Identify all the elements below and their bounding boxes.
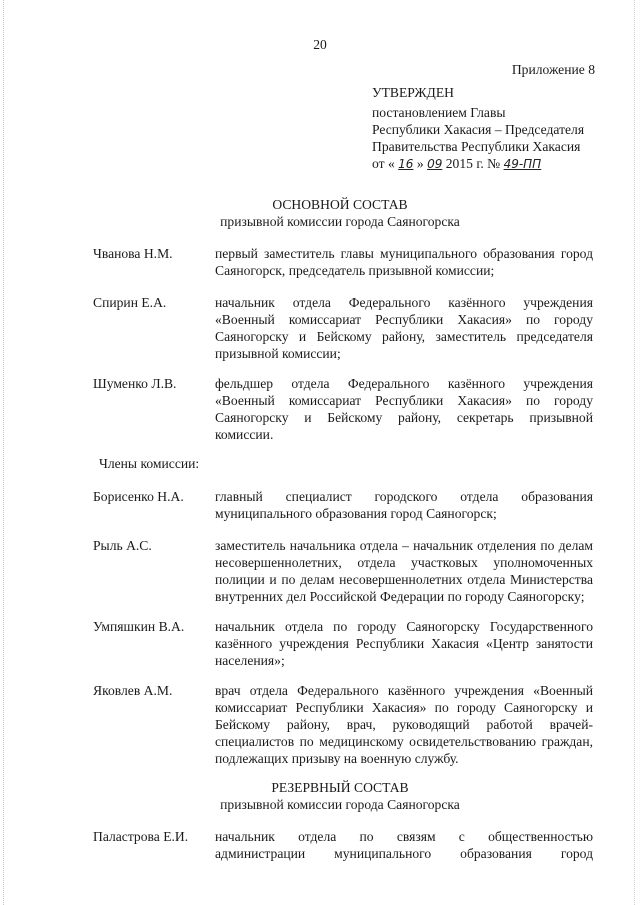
appendix-label: Приложение 8: [511, 62, 595, 77]
handwritten-day: 16: [398, 157, 414, 171]
role-line: главный специалист городского отдела образования: [215, 489, 593, 504]
main-composition-title: ОСНОВНОЙ СОСТАВ: [272, 197, 408, 212]
person-name: Шуменко Л.В.: [93, 376, 177, 391]
person-name: Спирин Е.А.: [93, 295, 167, 310]
role-line: полиции и по делам несовершеннолетних отдела Министерства: [215, 572, 593, 587]
role-line: комиссариат Республики Хакасия» по городу Саяногорску и: [215, 700, 593, 715]
role-line: начальник отдела Федерального казённого учреждения: [215, 295, 593, 310]
role-line: фельдшер отдела Федерального казённого учреждения: [215, 376, 593, 391]
main-composition-subtitle: призывной комиссии города Саяногорска: [220, 214, 460, 229]
page-number: 20: [313, 37, 327, 52]
member-role: [215, 618, 593, 669]
approval-title: УТВЕРЖДЕН: [372, 85, 454, 100]
role-line: несовершеннолетних, отдела участковых уполномоченных: [215, 555, 593, 570]
role-line: начальник отдела по связям с общественностью: [215, 829, 593, 844]
role-line: казённого учреждения Республики Хакасия «Центр занятости: [215, 636, 593, 651]
member-role: [215, 488, 593, 522]
role-line: Саяногорску и Бейскому району, заместитель председателя: [215, 329, 593, 344]
scan-edge-left: [3, 0, 5, 905]
reserve-composition-subtitle: призывной комиссии города Саяногорска: [220, 797, 460, 812]
member-name: Умпяшкин В.А.: [93, 619, 185, 634]
role-line: призывной комиссии;: [215, 346, 341, 361]
reserve-role: [215, 828, 593, 862]
role-line: специалистов по медицинскому освидетельствованию граждан,: [215, 734, 593, 749]
role-line: Бейскому району, врач, руководящий работой врачей-: [215, 717, 593, 732]
scan-edge-right: [634, 0, 636, 905]
handwritten-number: 49-ПП: [503, 157, 542, 171]
role-line: муниципального образования город Саяногорск;: [215, 506, 497, 521]
member-role: [215, 682, 593, 767]
approval-line: Правительства Республики Хакасия: [372, 139, 581, 154]
person-role: [215, 294, 593, 362]
role-line: начальник отдела по городу Саяногорску Государственного: [215, 619, 593, 634]
role-line: заместитель начальника отдела – начальник отделения по делам: [215, 538, 593, 553]
member-role: [215, 537, 593, 605]
handwritten-month: 09: [427, 157, 443, 171]
approval-date-line: [372, 155, 632, 173]
role-line: администрации муниципального образования город: [215, 846, 593, 861]
approval-line: постановлением Главы: [372, 105, 506, 120]
person-role: [215, 245, 593, 279]
role-line: подлежащих призыву на военную службу.: [215, 751, 459, 766]
member-name: Рыль А.С.: [93, 538, 152, 553]
role-line: населения»;: [215, 653, 285, 668]
person-name: Чванова Н.М.: [93, 246, 173, 261]
role-line: врач отдела Федерального казённого учреждения «Военный: [215, 683, 593, 698]
date-year: 2015 г. №: [445, 156, 501, 171]
approval-line: Республики Хакасия – Председателя: [372, 122, 585, 137]
date-prefix: от «: [372, 156, 395, 171]
member-name: Борисенко Н.А.: [93, 489, 184, 504]
role-line: «Военный комиссариат Республики Хакасия» по городу: [215, 393, 593, 408]
role-line: Саяногорск, председатель призывной комиссии;: [215, 263, 495, 278]
role-line: внутренних дел Российской Федерации по городу Саяногорску;: [215, 589, 585, 604]
person-role: [215, 375, 593, 443]
reserve-composition-title: РЕЗЕРВНЫЙ СОСТАВ: [271, 780, 409, 795]
date-mid: »: [416, 156, 424, 171]
approval-block: [372, 84, 632, 173]
role-line: первый заместитель главы муниципального образования город: [215, 246, 593, 261]
role-line: Саяногорску и Бейскому району, секретарь призывной: [215, 410, 593, 425]
role-line: комиссии.: [215, 427, 274, 442]
member-name: Яковлев А.М.: [93, 683, 173, 698]
role-line: «Военный комиссариат Республики Хакасия» по городу: [215, 312, 593, 327]
reserve-name: Паластрова Е.И.: [93, 829, 189, 844]
members-label: Члены комиссии:: [99, 456, 200, 471]
